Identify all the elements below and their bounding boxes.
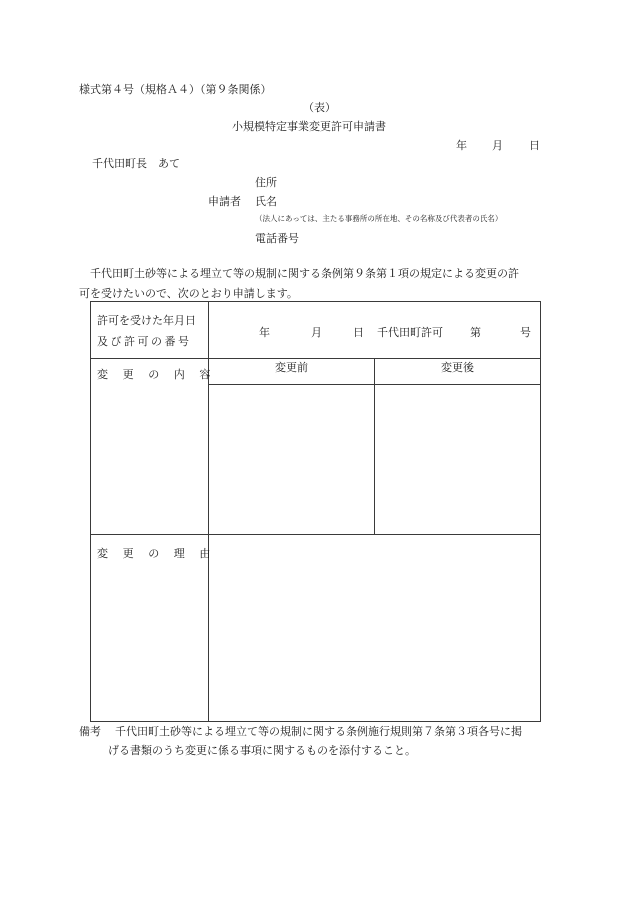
change-content-label: 変更の内容 <box>97 368 225 381</box>
after-header: 変更後 <box>375 359 541 385</box>
reason-label-cell <box>91 535 225 722</box>
reason-row <box>91 535 541 722</box>
remarks-label: 備考 <box>79 725 101 738</box>
permit-number-suffix: 号 <box>520 326 531 339</box>
permit-value-cell[interactable] <box>209 302 541 359</box>
permit-day: 日 <box>353 326 364 339</box>
applicant-label: 申請者 <box>208 195 241 208</box>
corporation-note: （法人にあっては、主たる事務所の所在地、その名称及び代表者の氏名） <box>255 214 503 223</box>
permit-year: 年 <box>259 326 270 339</box>
body-text-line-1: 千代田町土砂等による埋立て等の規制に関する条例第９条第１項の規定による変更の許 <box>90 267 519 280</box>
front-mark: （表） <box>303 101 336 114</box>
name-label: 氏名 <box>255 195 277 208</box>
permit-number-prefix: 第 <box>470 326 481 339</box>
date-month: 月 <box>492 139 503 152</box>
phone-label: 電話番号 <box>255 232 299 245</box>
permit-month: 月 <box>311 326 322 339</box>
date-year: 年 <box>456 139 467 152</box>
permit-row <box>91 302 541 359</box>
reason-label: 変更の理由 <box>97 547 225 560</box>
change-header-row <box>91 359 541 385</box>
permit-label-line-2: 及び許可の番号 <box>97 335 192 348</box>
before-header: 変更前 <box>209 359 375 385</box>
permit-label-line-1: 許可を受けた年月日 <box>97 314 196 327</box>
body-text-line-2: 可を受けたいので、次のとおり申請します。 <box>79 287 298 300</box>
remarks-line-1: 千代田町土砂等による埋立て等の規制に関する条例施行規則第７条第３項各号に掲 <box>115 725 522 738</box>
permit-label-cell <box>91 302 209 359</box>
addressee: 千代田町長 あて <box>92 157 180 170</box>
remarks-line-2: げる書類のうち変更に係る事項に関するものを添付すること。 <box>108 744 416 757</box>
address-label: 住所 <box>255 176 277 189</box>
form-number: 様式第４号（規格Ａ４）（第９条関係） <box>79 83 272 96</box>
change-content-label-cell <box>91 359 225 535</box>
before-value-cell[interactable] <box>209 385 375 535</box>
date-day: 日 <box>529 139 540 152</box>
application-table <box>90 301 541 722</box>
permit-issuer: 千代田町許可 <box>377 326 443 339</box>
document-title: 小規模特定事業変更許可申請書 <box>232 120 386 133</box>
after-value-cell[interactable] <box>375 385 541 535</box>
reason-value-cell[interactable] <box>209 535 541 722</box>
